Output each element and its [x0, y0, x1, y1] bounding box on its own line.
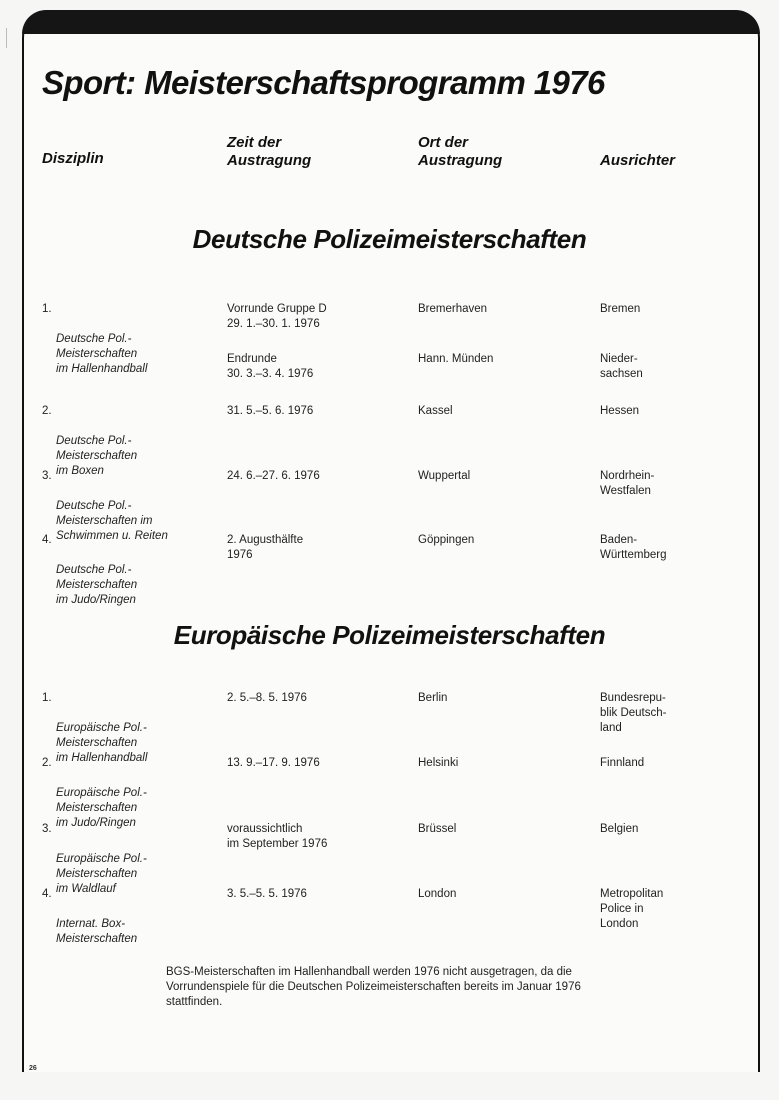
- table-cell-ausrichter: Baden- Württemberg: [600, 534, 667, 561]
- table-cell-ort: Wuppertal: [418, 470, 471, 482]
- table-cell-zeit: Vorrunde Gruppe D 29. 1.–30. 1. 1976: [227, 303, 327, 330]
- row-number: 2.: [42, 405, 52, 417]
- scan-mark: [6, 28, 7, 48]
- table-cell-ausrichter: Bremen: [600, 303, 641, 315]
- table-cell-ort: Helsinki: [418, 757, 459, 769]
- disziplin-text: Deutsche Pol.- Meisterschaften im Judo/Ringen: [56, 564, 138, 606]
- column-header-ausrichter: Ausrichter: [600, 152, 676, 169]
- top-decorative-bar: [22, 10, 760, 34]
- disziplin-text: Europäische Pol.- Meisterschaften im Hallenhandball: [56, 722, 148, 764]
- table-cell-zeit: 24. 6.–27. 6. 1976: [227, 470, 320, 482]
- table-cell-zeit: 13. 9.–17. 9. 1976: [227, 757, 320, 769]
- disziplin-text: Deutsche Pol.- Meisterschaften im Schwimmen u. Reiten: [56, 500, 168, 542]
- disziplin-text: Deutsche Pol.- Meisterschaften im Hallenhandball: [56, 333, 148, 375]
- row-number: 3.: [42, 470, 52, 482]
- table-cell-ort: Brüssel: [418, 823, 457, 835]
- table-cell-ausrichter: Bundesrepu- blik Deutsch- land: [600, 692, 667, 734]
- row-number: 2.: [42, 757, 52, 769]
- table-cell-ausrichter: Finnland: [600, 757, 645, 769]
- row-number: 4.: [42, 888, 52, 900]
- table-cell-ausrichter: Metropolitan Police in London: [600, 888, 664, 930]
- row-number: 1.: [42, 303, 52, 315]
- table-cell-zeit: 2. 5.–8. 5. 1976: [227, 692, 307, 704]
- table-cell-ausrichter: Nordrhein- Westfalen: [600, 470, 655, 497]
- column-header-zeit: Zeit der Austragung: [227, 134, 312, 169]
- table-cell-zeit: 2. Augusthälfte 1976: [227, 534, 304, 561]
- table-cell-ort: Berlin: [418, 692, 448, 704]
- section-heading-deutsche: Deutsche Polizeimeisterschaften: [192, 224, 587, 254]
- disziplin-text: Europäische Pol.- Meisterschaften im Waldlauf: [56, 853, 147, 895]
- table-row-disziplin: [42, 302, 212, 392]
- table-cell-ausrichter: Belgien: [600, 823, 639, 835]
- disziplin-text: Internat. Box- Meisterschaften: [56, 918, 138, 945]
- table-cell-ausrichter: Hessen: [600, 405, 639, 417]
- table-cell-zeit: 31. 5.–5. 6. 1976: [227, 405, 314, 417]
- footnote: BGS-Meisterschaften im Hallenhandball werden 1976 nicht ausgetragen, da die Vorrundenspiele für die Deutschen Polizeimeisterschaften bereits im Januar 1976 stattfinden.: [166, 966, 581, 1008]
- table-cell-zeit: 3. 5.–5. 5. 1976: [227, 888, 307, 900]
- table-cell-ort: London: [418, 888, 457, 900]
- row-number: 4.: [42, 534, 52, 546]
- page-number: 26: [29, 1065, 37, 1072]
- page-title: Sport: Meisterschaftsprogramm 1976: [42, 64, 605, 101]
- column-header-ort: Ort der Austragung: [418, 134, 503, 169]
- table-row-disziplin: [42, 533, 212, 623]
- table-cell-ausrichter: Nieder- sachsen: [600, 353, 643, 380]
- table-cell-zeit: Endrunde 30. 3.–3. 4. 1976: [227, 353, 314, 380]
- table-cell-ort: Bremerhaven: [418, 303, 488, 315]
- column-header-disziplin: Disziplin: [42, 150, 104, 167]
- disziplin-text: Deutsche Pol.- Meisterschaften im Boxen: [56, 435, 138, 477]
- table-cell-ort: Hann. Münden: [418, 353, 494, 365]
- table-cell-zeit: voraussichtlich im September 1976: [227, 823, 328, 850]
- section-heading-europaeische: Europäische Polizeimeisterschaften: [173, 620, 606, 650]
- table-cell-ort: Göppingen: [418, 534, 475, 546]
- disziplin-text: Europäische Pol.- Meisterschaften im Judo/Ringen: [56, 787, 147, 829]
- table-cell-ort: Kassel: [418, 405, 453, 417]
- row-number: 3.: [42, 823, 52, 835]
- table-row-disziplin: [42, 887, 212, 962]
- row-number: 1.: [42, 692, 52, 704]
